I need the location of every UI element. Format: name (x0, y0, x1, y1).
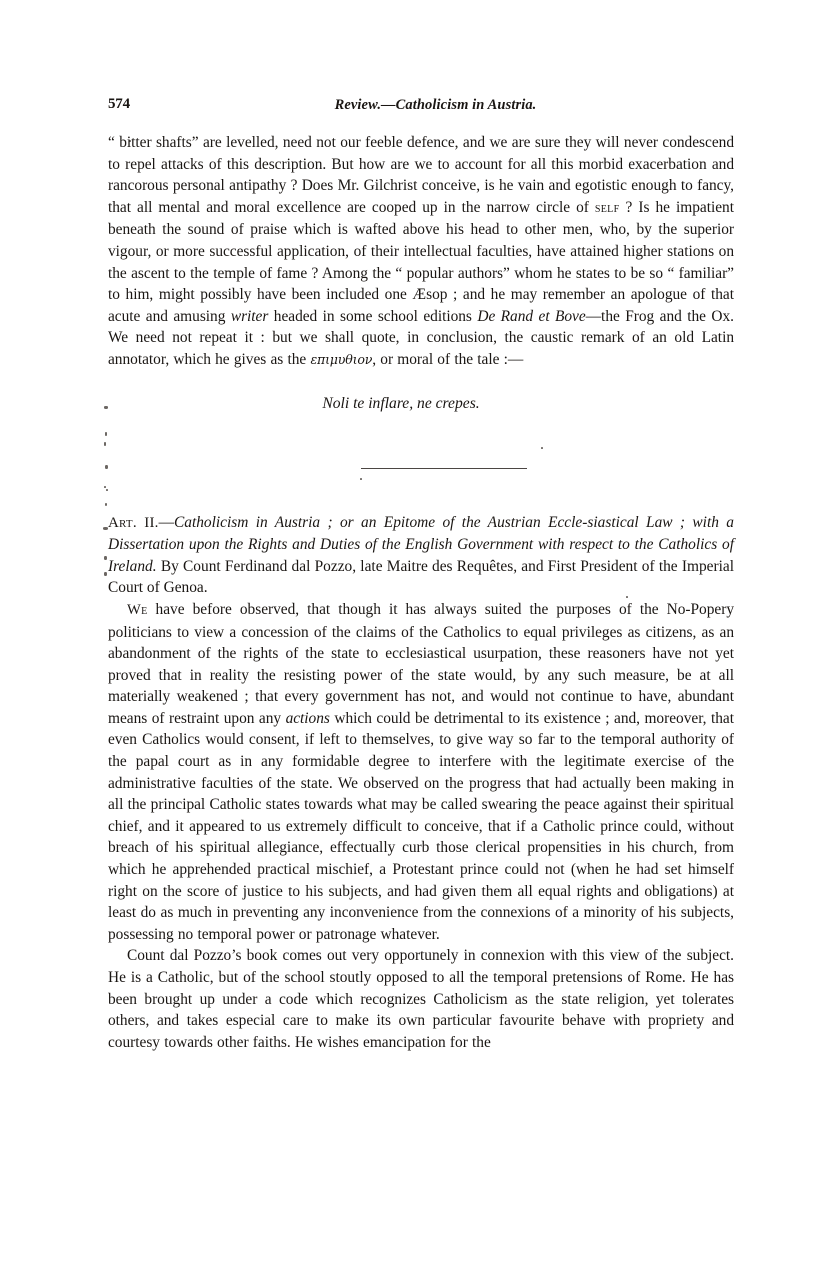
paragraph-continued-part2: ? Is he impatient beneath the sound of praise which is wafted above his head to other men, who, by the superior vigour, or more successful application, of their intellectual faculties, have attained higher stations on the ascent to the temple of fame ? Among the “ popular authors” whom he states to be so “ familiar” to him, might possibly have been included one Æsop ; and he may remember an apologue of that acute and amusing (108, 198, 734, 325)
scan-speckle (104, 572, 107, 576)
article-heading (108, 512, 734, 599)
paragraph-continued-part1: “ bitter shafts” are levelled, need not our feeble defence, and we are sure they will never condescend to repel attacks of this description. But how are we to account for all this morbid exacerbation and rancorous personal antipathy ? Does Mr. Gilchrist conceive, is he vain and egotistic enough to fancy, that all mental and moral excellence are cooped up in the narrow circle of (108, 134, 734, 216)
body-paragraph-1-text: have before observed, that though it has always suited the purposes of the No-Popery politicians to view a concession of the claims of the Catholics to equal privileges as citizens, as an abandonment of the rights of the state to ecclesiastical usurpation, these reasoners have not yet proved that in reality the resisting power of the state would, by any such measure, be at all materially weakened ; that every government has not, and would not continue to have, abundant means of restraint upon any (108, 600, 734, 727)
scan-speckle (105, 432, 107, 436)
article-imprint: By Count Ferdinand dal Pozzo, late Maitre des Requêtes, and First President of the Imperial Court of Genoa. (108, 557, 734, 597)
paragraph-continued-part4: —the Frog and the Ox. We need not repeat it : but we shall quote, in conclusion, the caustic remark of an old Latin annotator, which he gives as the (108, 307, 734, 368)
body-paragraph-1-cont: which could be detrimental to its existence ; and, moreover, that even Catholics would consent, if left to themselves, to give way so far to the temporal authority of the papal court as in any formidable degree to interfere with the legitimate exercise of the administrative faculties of the state. We observed on the progress that had actually been making in all the principal Catholic states towards what may be called swearing the peace against their spiritual chief, and it appeared to us extremely difficult to conceive, that if a Catholic prince could, without breach of his spiritual allegiance, effectually curb those clerical propensities in his church, from which he apprehended practical mischief, a Protestant prince could not (when he had set himself right on the score of justice to his subjects, and had given them all equal rights and obligations) at least do as much in preventing any inconvenience from the connexions of a minority of his subjects, possessing no temporal power or patronage whatever. (108, 709, 734, 943)
body-paragraph-2: Count dal Pozzo’s book comes out very opportunely in connexion with this view of the subject. He is a Catholic, but of the school stoutly opposed to all the temporal pretensions of Rome. He has been brought up under a code which recognizes Catholicism as the state religion, yet tolerates others, and takes especial care to make its own particular favourite behave with propriety and courtesy towards other faiths. He wishes emancipation for the (108, 947, 734, 1051)
scan-speckle (104, 556, 107, 560)
greek-term-epimythion: επιμυθιον (310, 351, 373, 367)
page-number: 574 (108, 96, 130, 112)
running-head-title: Review.—Catholicism in Austria. (334, 97, 537, 113)
italic-writer: writer (230, 307, 269, 325)
italic-actions: actions (285, 709, 330, 727)
paragraph-continued (108, 132, 734, 371)
running-head (108, 96, 733, 118)
italic-work-title: De Rand et Bove (477, 307, 586, 325)
latin-motto: Noli te inflare, ne crepes. (322, 394, 480, 412)
body-paragraph-1 (108, 599, 734, 946)
smallcaps-self: self (594, 199, 620, 216)
scan-speckle (104, 486, 106, 488)
text-column (108, 132, 734, 1053)
article-label: Art. II. (108, 514, 159, 531)
smallcaps-we: We (127, 601, 148, 618)
article-dash: — (158, 513, 174, 531)
paragraph-continued-part5: , or moral of the tale :— (372, 350, 524, 368)
paragraph-continued-part3: headed in some school editions (268, 307, 478, 325)
horizontal-rule (361, 468, 527, 469)
article-title: Catholicism in Austria ; or an Epitome of the Austrian Eccle-siastical Law ; with a Dissertation upon the Rights and Duties of the English Government with respect to the Catholics of Ireland. (108, 513, 734, 575)
scan-speckle (105, 503, 107, 506)
scan-speckle (104, 442, 106, 446)
section-divider (108, 456, 734, 468)
